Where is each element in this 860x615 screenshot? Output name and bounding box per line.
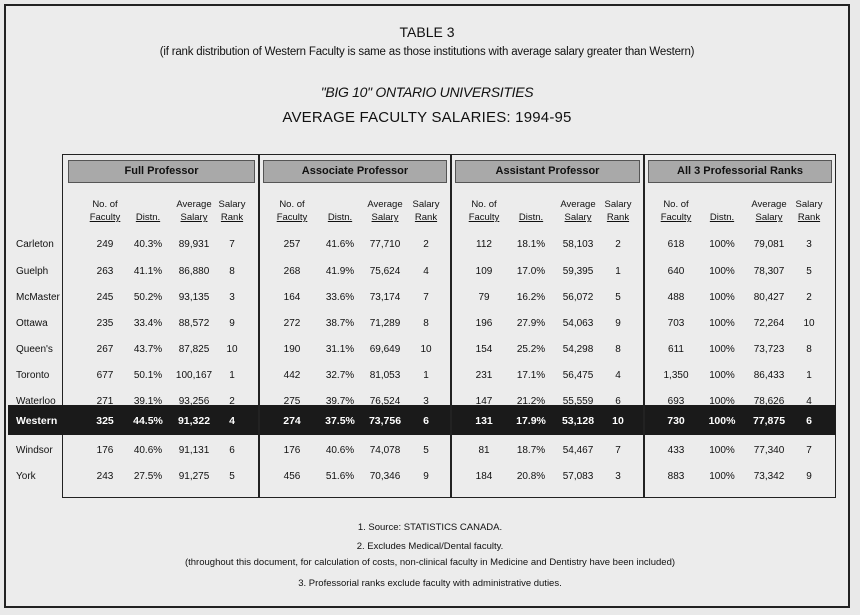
table-cell: 81,053 [369,370,401,381]
table-cell: 100% [708,415,736,427]
column-heading: No. of Faculty [468,199,500,223]
table-cell: 9 [806,471,812,482]
table-cell: 18.7% [516,445,546,456]
table-cell: 2 [615,239,621,250]
table-cell: 6 [423,415,429,427]
table-cell: 18.1% [516,239,546,250]
table-cell: 1 [615,266,621,277]
table-subtitle: "BIG 10" ONTARIO UNIVERSITIES [320,84,534,100]
table-cell: 71,289 [369,318,401,329]
table-cell: 3 [615,471,621,482]
table-cell: 231 [475,370,493,381]
table-cell: 39.1% [133,396,163,407]
table-cell: 54,063 [562,318,594,329]
table-cell: 9 [615,318,621,329]
table-cell: 456 [283,471,301,482]
table-cell: 6 [806,415,812,427]
table-cell: 164 [283,292,301,303]
table-cell: 44.5% [133,415,163,427]
table-cell: 39.7% [325,396,355,407]
table-cell: 70,346 [369,471,401,482]
table-cell: 69,649 [369,344,401,355]
institution-name: Waterloo [16,396,56,407]
table-cell: 78,307 [753,266,785,277]
table-cell: 268 [283,266,301,277]
table-cell: 80,427 [753,292,785,303]
table-cell: 10 [226,344,238,355]
table-cell: 7 [806,445,812,456]
table-cell: 100% [709,239,735,250]
table-cell: 37.5% [325,415,355,427]
column-heading: No. of Faculty [660,199,692,223]
column-heading: Average Salary [176,199,212,223]
table-cell: 79,081 [753,239,785,250]
table-cell: 40.3% [133,239,163,250]
column-heading: Distn. [327,212,353,223]
institution-name: McMaster [16,292,60,303]
table-cell: 55,559 [562,396,594,407]
table-cell: 7 [229,239,235,250]
table-cell: 235 [96,318,114,329]
table-cell: 1 [806,370,812,381]
column-heading: Distn. [709,212,735,223]
table-row [0,339,840,361]
table-cell: 77,340 [753,445,785,456]
table-cell: 274 [283,415,301,427]
table-note: (if rank distribution of Western Faculty is same as those institutions with average salary greater than Western) [159,46,695,58]
group-header-associate-professor: Associate Professor [263,160,447,183]
institution-name: Queen's [16,344,53,355]
table-cell: 267 [96,344,114,355]
table-cell: 32.7% [325,370,355,381]
table-cell: 31.1% [325,344,355,355]
table-cell: 257 [283,239,301,250]
table-cell: 677 [96,370,114,381]
column-heading: Salary Rank [795,199,823,223]
table-cell: 77,710 [369,239,401,250]
column-heading: Distn. [518,212,544,223]
table-cell: 100% [709,370,735,381]
table-cell: 75,624 [369,266,401,277]
table-cell: 730 [667,415,685,427]
table-cell: 3 [423,396,429,407]
table-cell: 6 [229,445,235,456]
table-cell: 100% [709,471,735,482]
table-cell: 271 [96,396,114,407]
column-heading: Average Salary [367,199,403,223]
table-cell: 154 [475,344,493,355]
table-cell: 4 [229,415,235,427]
table-cell: 8 [423,318,429,329]
table-cell: 196 [475,318,493,329]
table-cell: 9 [229,318,235,329]
table-cell: 5 [806,266,812,277]
table-cell: 433 [667,445,685,456]
table-cell: 100,167 [175,370,213,381]
table-row [0,313,840,335]
table-cell: 33.4% [133,318,163,329]
table-cell: 56,072 [562,292,594,303]
column-heading: Distn. [135,212,161,223]
institution-name: Western [16,415,58,427]
table-cell: 58,103 [562,239,594,250]
table-cell: 40.6% [325,445,355,456]
table-cell: 17.0% [516,266,546,277]
table-cell: 78,626 [753,396,785,407]
footnote-ranks: 3. Professorial ranks exclude faculty with administrative duties. [298,578,562,589]
table-cell: 89,931 [178,239,210,250]
column-heading: Salary Rank [604,199,632,223]
table-cell: 10 [612,415,624,427]
table-cell: 73,756 [368,415,402,427]
table-cell: 5 [229,471,235,482]
institution-name: Carleton [16,239,54,250]
table-cell: 100% [709,266,735,277]
table-cell: 25.2% [516,344,546,355]
table-cell: 20.8% [516,471,546,482]
table-cell: 81 [478,445,490,456]
table-cell: 41.1% [133,266,163,277]
table-cell: 100% [709,318,735,329]
table-cell: 147 [475,396,493,407]
table-cell: 41.6% [325,239,355,250]
column-heading: No. of Faculty [89,199,121,223]
footnote-source: 1. Source: STATISTICS CANADA. [357,522,503,533]
table-cell: 73,723 [753,344,785,355]
table-cell: 93,135 [178,292,210,303]
table-cell: 51.6% [325,471,355,482]
table-row [0,410,840,432]
table-cell: 176 [96,445,114,456]
institution-name: Ottawa [16,318,48,329]
table-cell: 100% [709,292,735,303]
table-cell: 883 [667,471,685,482]
table-cell: 5 [615,292,621,303]
table-cell: 91,131 [178,445,210,456]
table-cell: 3 [229,292,235,303]
table-cell: 1,350 [663,370,689,381]
table-cell: 17.9% [516,415,546,427]
table-cell: 6 [615,396,621,407]
table-cell: 57,083 [562,471,594,482]
table-cell: 4 [423,266,429,277]
column-heading: Salary Rank [412,199,440,223]
table-cell: 249 [96,239,114,250]
table-cell: 54,467 [562,445,594,456]
table-number: TABLE 3 [399,24,455,40]
footnote-detail: (throughout this document, for calculation of costs, non-clinical faculty in Medicine and Dentistry have been included) [184,557,676,568]
table-row [0,440,840,462]
table-cell: 17.1% [516,370,546,381]
table-cell: 245 [96,292,114,303]
table-title: AVERAGE FACULTY SALARIES: 1994-95 [282,109,572,126]
table-cell: 91,275 [178,471,210,482]
table-cell: 100% [709,344,735,355]
column-heading: No. of Faculty [276,199,308,223]
table-cell: 7 [615,445,621,456]
table-cell: 272 [283,318,301,329]
table-cell: 3 [806,239,812,250]
column-heading: Average Salary [560,199,596,223]
table-cell: 27.9% [516,318,546,329]
table-row [0,261,840,283]
table-row [0,365,840,387]
table-cell: 93,256 [178,396,210,407]
table-cell: 190 [283,344,301,355]
table-cell: 10 [803,318,815,329]
table-cell: 40.6% [133,445,163,456]
table-cell: 74,078 [369,445,401,456]
table-cell: 1 [229,370,235,381]
table-cell: 325 [96,415,114,427]
table-cell: 7 [423,292,429,303]
table-cell: 8 [229,266,235,277]
table-cell: 56,475 [562,370,594,381]
table-cell: 38.7% [325,318,355,329]
table-cell: 72,264 [753,318,785,329]
table-cell: 100% [709,445,735,456]
column-heading: Salary Rank [218,199,246,223]
table-cell: 86,433 [753,370,785,381]
table-cell: 50.2% [133,292,163,303]
table-cell: 131 [475,415,493,427]
table-cell: 33.6% [325,292,355,303]
table-cell: 27.5% [133,471,163,482]
table-cell: 54,298 [562,344,594,355]
table-cell: 100% [709,396,735,407]
table-cell: 9 [423,471,429,482]
table-row [0,466,840,488]
table-cell: 88,572 [178,318,210,329]
table-cell: 43.7% [133,344,163,355]
table-cell: 73,342 [753,471,785,482]
table-cell: 1 [423,370,429,381]
table-cell: 112 [476,239,492,250]
table-cell: 488 [667,292,685,303]
table-cell: 275 [283,396,301,407]
table-cell: 41.9% [325,266,355,277]
table-cell: 2 [423,239,429,250]
table-cell: 76,524 [369,396,401,407]
table-cell: 640 [667,266,685,277]
table-cell: 10 [420,344,432,355]
table-cell: 2 [806,292,812,303]
table-cell: 4 [615,370,621,381]
table-cell: 618 [667,239,685,250]
table-cell: 4 [806,396,812,407]
footnote-exclusion: 2. Excludes Medical/Dental faculty. [356,541,504,552]
table-cell: 59,395 [562,266,594,277]
table-cell: 73,174 [369,292,401,303]
table-cell: 263 [96,266,114,277]
table-cell: 442 [283,370,301,381]
column-heading: Average Salary [751,199,787,223]
table-cell: 109 [475,266,493,277]
table-cell: 2 [229,396,235,407]
institution-name: Windsor [16,445,53,456]
institution-name: Toronto [16,370,50,381]
table-cell: 8 [806,344,812,355]
table-row [0,287,840,309]
table-cell: 611 [668,344,684,355]
table-cell: 693 [667,396,685,407]
table-cell: 91,322 [177,415,211,427]
table-cell: 184 [475,471,493,482]
table-cell: 8 [615,344,621,355]
institution-name: Guelph [16,266,49,277]
group-header-full-professor: Full Professor [68,160,255,183]
table-cell: 87,825 [178,344,210,355]
institution-name: York [16,471,36,482]
table-cell: 16.2% [516,292,546,303]
table-cell: 50.1% [133,370,163,381]
table-cell: 53,128 [561,415,595,427]
table-cell: 79 [478,292,490,303]
group-header-all-ranks: All 3 Professorial Ranks [648,160,832,183]
table-cell: 243 [96,471,114,482]
table-cell: 5 [423,445,429,456]
table-cell: 86,880 [178,266,210,277]
table-cell: 176 [283,445,301,456]
group-header-assistant-professor: Assistant Professor [455,160,640,183]
table-cell: 21.2% [516,396,546,407]
table-cell: 77,875 [752,415,786,427]
table-row [0,234,840,256]
table-cell: 703 [667,318,685,329]
